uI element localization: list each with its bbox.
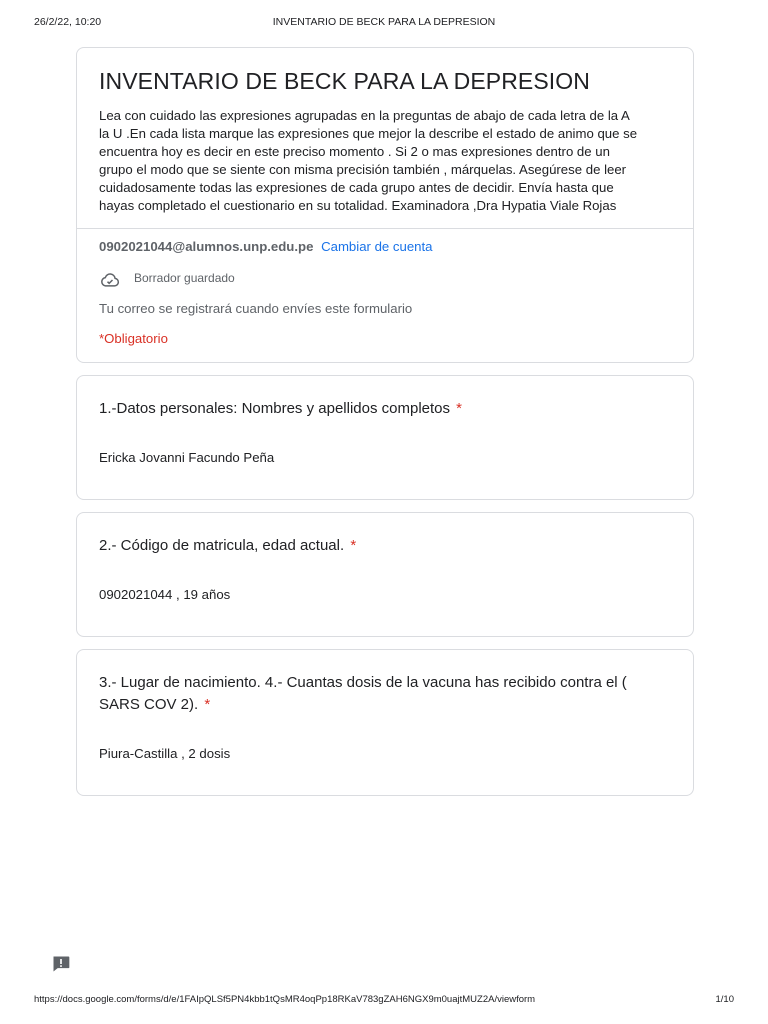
question-answer: 0902021044 , 19 años (99, 587, 231, 602)
question-answer: Ericka Jovanni Facundo Peña (99, 450, 275, 465)
question-title-text: 2.- Código de matricula, edad actual. (99, 537, 345, 554)
print-title: INVENTARIO DE BECK PARA LA DEPRESION (272, 16, 496, 28)
description-line: cuidadosamente todas las expresiones de cada grupo antes de decidir. Envía hasta que (99, 180, 614, 195)
description-line: encuentra hoy es decir en este preciso momento . Si 2 o mas expresiones dentro de un (99, 144, 610, 159)
question-title-line: 3.- Lugar de nacimiento. 4.- Cuantas dosis de la vacuna has recibido contra el ( (99, 674, 627, 691)
question-title-text: SARS COV 2). (99, 696, 199, 713)
question-title-text: 1.-Datos personales: Nombres y apellidos completos (99, 400, 450, 417)
feedback-icon[interactable] (50, 954, 72, 974)
print-footer (0, 994, 768, 1008)
email-record-note: Tu correo se registrará cuando envíes este formulario (99, 301, 413, 316)
description-line: hayas completado el cuestionario en su totalidad. Examinadora ,Dra Hypatia Viale Rojas (99, 198, 617, 213)
question-title-line-2 (99, 694, 669, 716)
question-card (76, 512, 694, 637)
description-line: la U .En cada lista marque las expresiones que mejor la describe el estado de animo que se (99, 126, 638, 141)
print-url: https://docs.google.com/forms/d/e/1FAIpQLSf5PN4kbb1tQsMR4oqPp18RKaV783gZAH6NGX9m0uajtMUZ2A/viewform (34, 994, 536, 1005)
question-title (99, 672, 669, 716)
required-asterisk: * (350, 537, 357, 554)
header-divider (77, 228, 693, 229)
required-asterisk: * (204, 696, 211, 713)
cloud-check-icon (99, 270, 121, 290)
form-header-card (76, 47, 694, 363)
print-datetime: 26/2/22, 10:20 (34, 16, 102, 28)
required-note: *Obligatorio (99, 331, 168, 346)
print-header (0, 16, 768, 30)
required-asterisk: * (456, 400, 463, 417)
question-card (76, 375, 694, 500)
page-number: 1/10 (715, 994, 734, 1005)
form-title: INVENTARIO DE BECK PARA LA DEPRESION (99, 68, 590, 94)
question-title (99, 398, 669, 420)
switch-account-link[interactable]: Cambiar de cuenta (321, 239, 433, 254)
question-title (99, 535, 669, 557)
description-line: grupo el modo que se siente con misma precisión también , márquelas. Asegúrese de leer (99, 162, 627, 177)
account-row (99, 239, 433, 254)
question-card (76, 649, 694, 796)
account-email: 0902021044@alumnos.unp.edu.pe (99, 239, 314, 254)
description-line: Lea con cuidado las expresiones agrupadas en la preguntas de abajo de cada letra de la A (99, 108, 630, 123)
draft-status: Borrador guardado (134, 271, 235, 285)
question-answer: Piura-Castilla , 2 dosis (99, 746, 231, 761)
form-description (99, 107, 674, 215)
